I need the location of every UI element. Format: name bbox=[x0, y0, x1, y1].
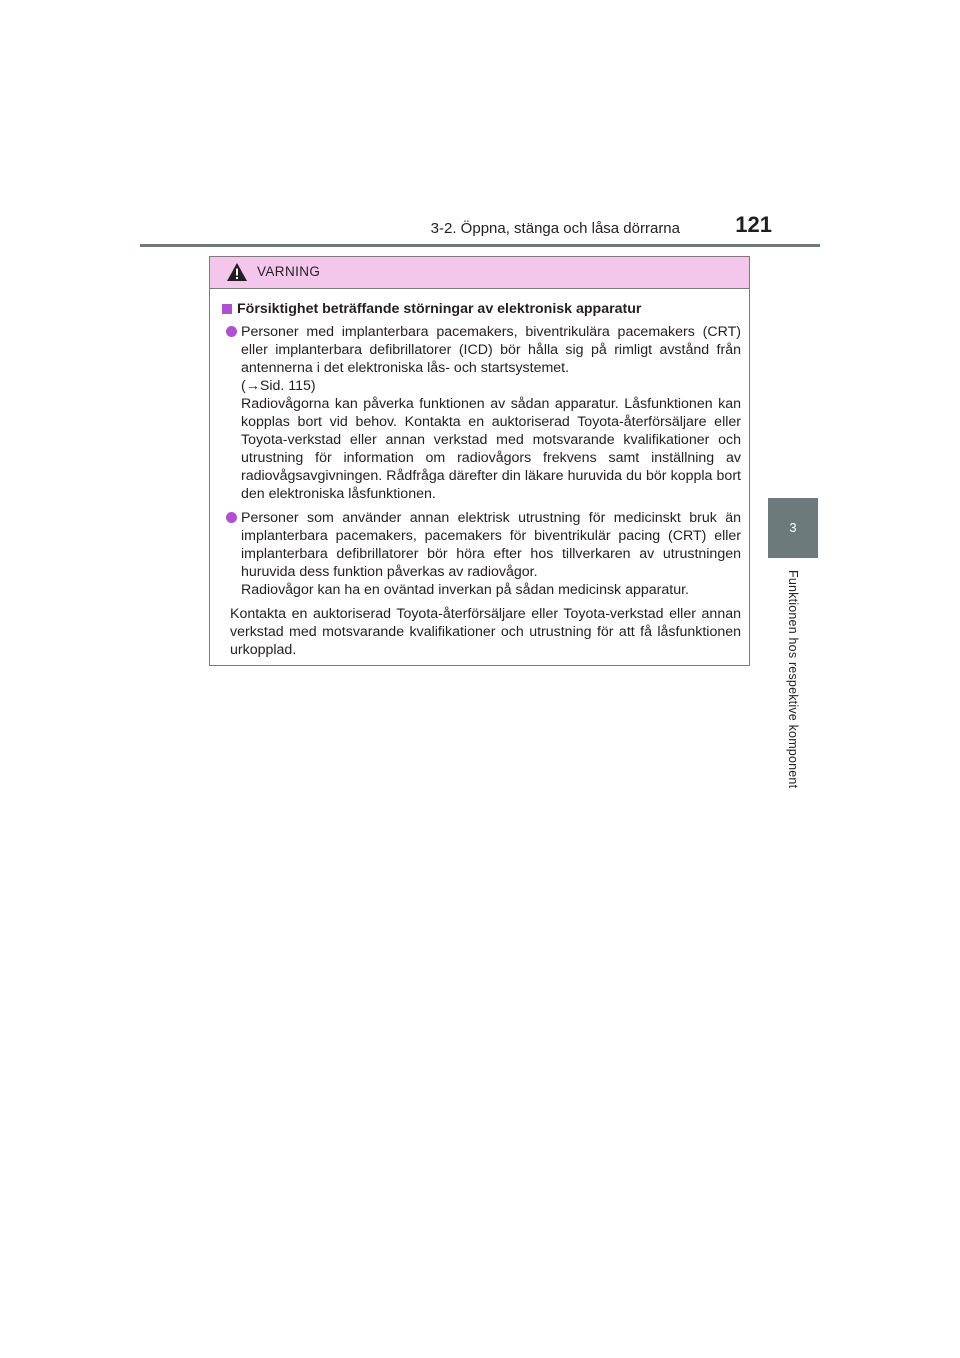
square-bullet-icon bbox=[222, 304, 232, 314]
page-header bbox=[140, 214, 820, 248]
paragraph: Radiovågor kan ha en oväntad inverkan på sådan medicinsk apparatur. bbox=[241, 582, 689, 598]
list-item bbox=[222, 509, 741, 599]
closing-paragraph bbox=[222, 605, 741, 659]
round-bullet-icon bbox=[226, 326, 237, 337]
paragraph: Radiovågorna kan påverka funktionen av sådan apparatur. Låsfunktionen kan kopplas bort vid behov. Kontakta en auktoriserad Toyota-återförsäljare eller Toyota-verkstad eller annan verkstad med motsvarande kvalifikationer och utrustning för information om radiovågors frekvens samt inställning av radiovågsavgivningen. Rådfråga därefter din läkare huruvida du bör koppla bort den elektroniska låsfunktionen. bbox=[241, 396, 741, 502]
list-item bbox=[222, 323, 741, 503]
chapter-tab bbox=[768, 498, 818, 558]
warning-triangle-icon bbox=[226, 262, 248, 282]
section-title: 3-2. Öppna, stänga och låsa dörrarna bbox=[430, 220, 680, 237]
page-number: 121 bbox=[735, 212, 772, 237]
chapter-title: Funktionen hos respektive komponent bbox=[786, 570, 800, 789]
warning-heading-text: Försiktighet beträffande störningar av elektronisk apparatur bbox=[237, 301, 642, 317]
paragraph: Personer som använder annan elektrisk utrustning för medicinskt bruk än implanterbara pacemakers, pacemakers för biventrikulär pacing (CRT) eller implanterbara defibrillatorer bör höra efter hos tillverkaren av utrustningen huruvida dess funktion påverkas av radiovågor. bbox=[241, 510, 741, 580]
page-reference: (→Sid. 115) bbox=[241, 378, 316, 394]
warning-heading bbox=[222, 300, 741, 318]
warning-box bbox=[209, 256, 750, 666]
warning-body bbox=[210, 289, 749, 659]
chapter-number: 3 bbox=[789, 520, 797, 535]
paragraph: Personer med implanterbara pacemakers, biventrikulära pacemakers (CRT) eller implanterbara defibrillatorer (ICD) bör hålla sig på rimligt avstånd från antennerna i det elektroniska lås- och startsystemet. bbox=[241, 324, 741, 376]
closing-text: Kontakta en auktoriserad Toyota-återförsäljare eller Toyota-verkstad eller annan verkstad med motsvarande kvalifikationer och utrustning för att få låsfunktionen urkopplad. bbox=[230, 606, 741, 658]
warning-label: VARNING bbox=[257, 264, 321, 279]
warning-header bbox=[210, 257, 749, 289]
round-bullet-icon bbox=[226, 512, 237, 523]
header-rule bbox=[140, 244, 820, 247]
